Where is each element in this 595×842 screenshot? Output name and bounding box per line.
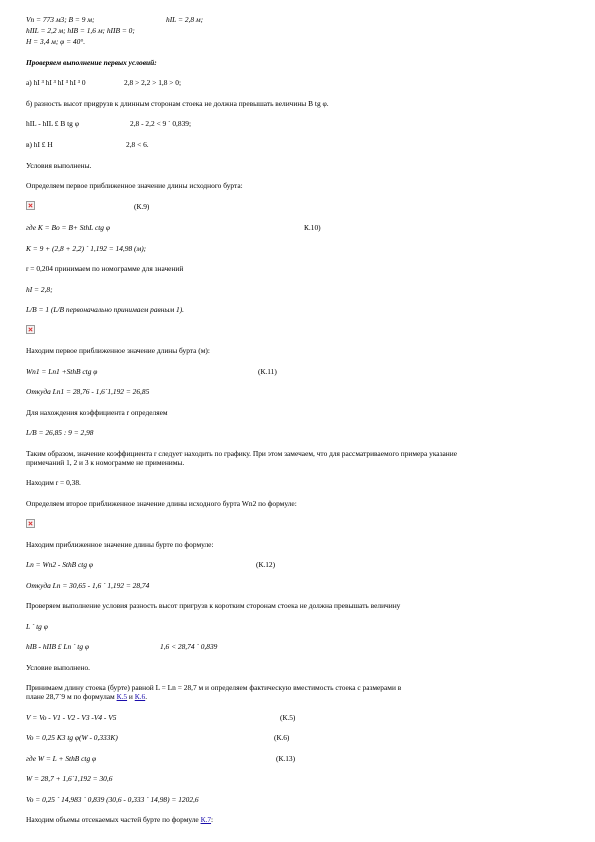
conditions-met: Условия выполнены. xyxy=(26,161,92,170)
second-approx-intro: Определяем второе приближенное значение длины исходного бурта Wn2 по формуле: xyxy=(26,499,297,508)
short-side-value: 1,6 < 28,74 ´ 0,839 xyxy=(160,642,218,651)
l-tg-phi: L ´ tg φ xyxy=(26,622,48,631)
formula-k10 xyxy=(26,223,321,232)
ln-calc: Откуда Ln = 30,65 - 1,6 ´ 1,192 = 28,74 xyxy=(26,581,150,590)
approx-length-intro: Находим приближенное значение длины бурте по формуле: xyxy=(26,540,214,549)
formula-k6-number: (К.6) xyxy=(274,733,290,742)
actual-capacity-intro-1: Принимаем длину стоека (бурте) равной L = Ln = 28,7 м и определяем фактическую вместимость стоека с размерами в xyxy=(26,683,402,692)
ln1-calc: Откуда Ln1 = 28,76 - 1,6´1,192 = 26,85 xyxy=(26,387,150,396)
link-k5[interactable]: К.5 xyxy=(116,692,128,701)
formula-k11 xyxy=(26,367,277,376)
broken-image-icon xyxy=(26,201,35,210)
broken-image-icon xyxy=(26,519,35,528)
text-span: . xyxy=(145,692,148,701)
formula-k13-number: (К.13) xyxy=(276,754,296,763)
given-hil: hIL = 2,8 м; xyxy=(166,15,204,24)
formula-k10-number: К.10) xyxy=(304,223,321,232)
text-span: Находим объемы отсекаемых частей бурте по формуле xyxy=(26,815,201,824)
vo-calc: Vo = 0,25 ´ 14,983 ´ 0,839 (30,6 - 0,333 ´ 14,98) = 1202,6 xyxy=(26,795,199,804)
condition-b-value: 2,8 - 2,2 < 9 ´ 0,839; xyxy=(130,119,192,128)
section-heading-check: Проверяем выполнение первых условий: xyxy=(26,58,157,67)
condition-b-formula xyxy=(26,119,192,128)
condition-a-value: 2,8 > 2,2 > 1,8 > 0; xyxy=(124,78,182,87)
condition-a xyxy=(26,78,182,87)
condition-b: б) разность высот приgрузв к длинным сторонам стоека не должна превышать величины B tg φ. xyxy=(26,99,329,108)
text-span: hIIL = 2,2 м; hIB = 1,6 м; hIIB = 0; xyxy=(26,26,135,35)
r-coefficient-intro: Для нахождения коэффициента r определяем xyxy=(26,408,168,417)
text-span: Vo = 0,25 K3 tg φ(W - 0,333K) xyxy=(26,733,118,742)
given-h-phi xyxy=(26,37,85,46)
formula-k6 xyxy=(26,733,290,742)
condition-c-value: 2,8 < 6. xyxy=(126,140,149,149)
given-vp-b xyxy=(26,15,204,24)
r-found: Находим r = 0,38. xyxy=(26,478,81,487)
given-hiil xyxy=(26,26,135,35)
cut-volumes-intro xyxy=(26,815,213,824)
graph-note-1: Таким образом, значение коэффициента r следует находить по графику. При этом замечаем, что для рассматриваемого примера указание xyxy=(26,449,457,458)
formula-k5 xyxy=(26,713,296,722)
text-span: Ln = Wn2 - SthB ctg φ xyxy=(26,560,93,569)
condition-met: Условие выполнено. xyxy=(26,663,91,672)
link-k7[interactable]: К.7 xyxy=(200,815,212,824)
text-span: hIB - hIIB £ Ln ´ tg φ xyxy=(26,642,89,651)
formula-k9-number: (К.9) xyxy=(134,202,150,211)
w-calc: W = 28,7 + 1,6´1,192 = 30,6 xyxy=(26,774,113,783)
condition-c xyxy=(26,140,149,149)
text-span: V = Vo - V1 - V2 - V3 -V4 - V5 xyxy=(26,713,117,722)
formula-k13 xyxy=(26,754,296,763)
short-side-check: Проверяем выполнение условия разность высот пригрузв к коротким сторонам стоека не должна превышать величину xyxy=(26,601,401,610)
broken-image-icon xyxy=(26,325,35,334)
first-length-intro: Находим первое приближенное значение длины бурта (м): xyxy=(26,346,210,355)
text-span: и xyxy=(127,692,135,701)
lb-calc: L/B = 26,85 : 9 = 2,98 xyxy=(26,428,94,437)
graph-note-2: примечаний 1, 2 и 3 к номограмме не применимы. xyxy=(26,458,185,467)
short-side-formula xyxy=(26,642,218,651)
formula-k5-number: (К.5) xyxy=(280,713,296,722)
first-approx-intro: Определяем первое приближенное значение длины исходного бурта: xyxy=(26,181,243,190)
r-nomogram: r = 0,204 принимаем по номограмме для значений xyxy=(26,264,184,273)
formula-k12 xyxy=(26,560,276,569)
text-span: где W = L + SthB ctg φ xyxy=(26,754,97,763)
text-span: H = 3,4 м; φ = 40°. xyxy=(26,37,86,46)
text-span: где K = Bo = B+ SthL ctg φ xyxy=(26,223,110,232)
k-calc: K = 9 + (2,8 + 2,2) ´ 1,192 = 14,98 (м); xyxy=(26,244,147,253)
text-span: Vп = 773 м3; B = 9 м; xyxy=(26,15,95,24)
link-k6[interactable]: К.6 xyxy=(134,692,146,701)
lb-ratio: L/B = 1 (L/B первоначально принимаем равным 1). xyxy=(26,305,185,314)
formula-k12-number: (К.12) xyxy=(256,560,276,569)
actual-capacity-intro-2 xyxy=(26,692,147,701)
formula-k11-number: (К.11) xyxy=(258,367,277,376)
hi-value: hI = 2,8; xyxy=(26,285,53,294)
text-span: в) hI £ H xyxy=(26,140,53,149)
text-span: : xyxy=(211,815,214,824)
text-span: hIL - hIL £ B tg φ xyxy=(26,119,79,128)
text-span: Wn1 = Ln1 +SthB ctg φ xyxy=(26,367,98,376)
text-span: плане 28,7´9 м по формулам xyxy=(26,692,117,701)
text-span: а) hI ³ hI ³ hI ³ hI ³ 0 xyxy=(26,78,86,87)
